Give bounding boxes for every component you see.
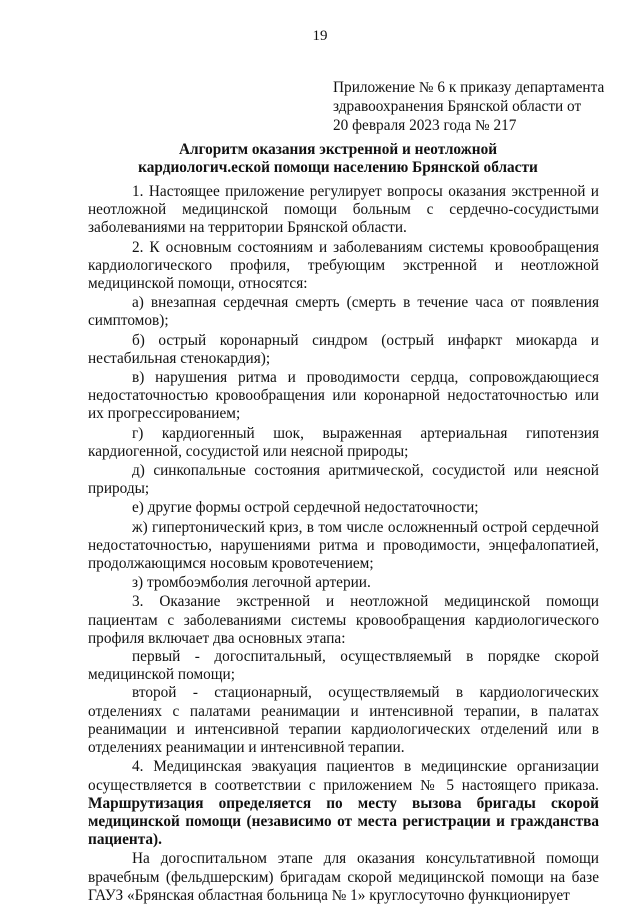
paragraph-5: На догоспитальном этапе для оказания консультативной помощи врачебным (фельдшерским) бригадам скорой медицинской помощи на базе ГАУЗ «Брянская областная больница № 1» круглосуточно функционирует [88, 850, 599, 904]
list-item-e: д) синкопальные состояния аритмической, сосудистой или неясной природы; [88, 462, 599, 498]
paragraph-4-text: 4. Медицинская эвакуация пациентов в медицинские организации осуществляется в соответствии с приложением № 5 настоящего приказа. [88, 758, 599, 794]
title-line: Алгоритм оказания экстренной и неотложной [178, 141, 498, 158]
paragraph-2: 2. К основным состояниям и заболеваниям системы кровообращения кардиологического профиля, требующим экстренной и неотложной медицинской помощи, относятся: [88, 238, 599, 293]
document-body [88, 183, 599, 905]
paragraph-3: 3. Оказание экстренной и неотложной медицинской помощи пациентам с заболеваниями системы кровообращения кардиологического профиля включает два основных этапа: [88, 593, 599, 647]
appendix-line: Приложение № 6 к приказу департамента [333, 79, 605, 96]
paragraph-4-bold-text: Маршрутизация определяется по месту вызова бригады скорой медицинской помощи (независимо от места регистрации и гражданства пациента). [88, 794, 599, 849]
stage-first: первый - догоспитальный, осуществляемый в порядке скорой медицинской помощи; [88, 648, 599, 684]
list-item-f: е) другие формы острой сердечной недостаточности; [132, 499, 479, 517]
list-item-g: ж) гипертонический криз, в том числе осложненный острой сердечной недостаточностью, нарушениями ритма и проводимости, энцефалопатией, продолжающимся носовым кровотечением; [88, 518, 599, 573]
list-item-b: б) острый коронарный синдром (острый инфаркт миокарда и нестабильная стенокардия); [88, 331, 599, 367]
appendix-header [333, 78, 623, 135]
appendix-line: 20 февраля 2023 года № 217 [333, 117, 517, 134]
paragraph-4 [88, 758, 599, 849]
stage-second: второй - стационарный, осуществляемый в кардиологических отделениях с палатами реанимации и интенсивной терапии, в палатах реанимации и интенсивной терапии кардиологических отделений или в отделениях реанимации и интенсивной терапии. [88, 684, 599, 757]
list-item-a: а) внезапная сердечная смерть (смерть в течение часа от появления симптомов); [88, 294, 599, 330]
list-item-d: г) кардиогенный шок, выраженная артериальная гипотензия кардиогенной, сосудистой или неясной природы; [88, 424, 599, 460]
page-number: 19 [312, 28, 328, 44]
document-title [88, 141, 588, 177]
appendix-line: здравоохранения Брянской области от [333, 98, 582, 115]
paragraph-1: 1. Настоящее приложение регулирует вопросы оказания экстренной и неотложной медицинской помощи больным с сердечно-сосудистыми заболеваниями на территории Брянской области. [88, 183, 599, 237]
list-item-c: в) нарушения ритма и проводимости сердца, сопровождающиеся недостаточностью кровообращения или коронарной недостаточностью или их прогрессированием; [88, 369, 599, 423]
title-line: кардиологич.еской помощи населению Брянской области [138, 159, 538, 176]
list-item-h: з) тромбоэмболия легочной артерии. [132, 574, 371, 592]
